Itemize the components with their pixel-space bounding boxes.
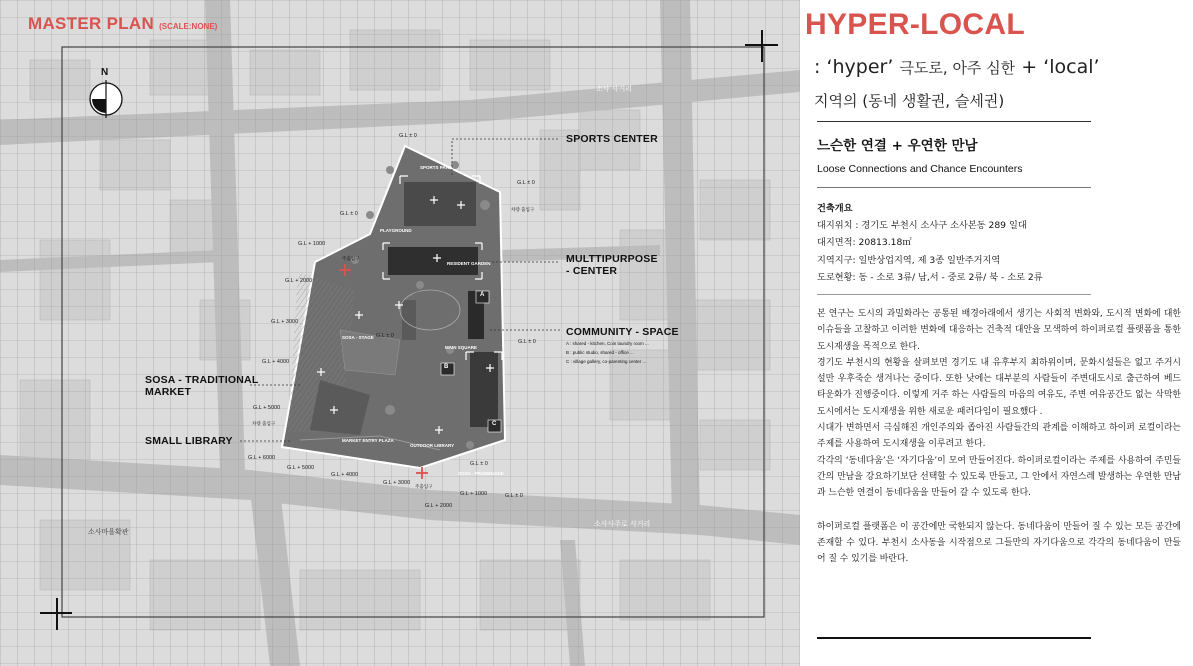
- definition-plus: +: [1021, 56, 1038, 78]
- zone-playground: PLAYGROUND: [380, 228, 412, 233]
- headline: HYPER-LOCAL: [805, 8, 1025, 41]
- definition-hyper-korean: 극도로, 아주 심한: [899, 59, 1016, 77]
- callout-community-space: COMMUNITY - SPACE: [566, 326, 679, 338]
- definition-local-korean: 지역의 (동네 생활권, 슬세권): [814, 92, 1005, 110]
- road-label-bottom-left: 소사마을확관: [88, 528, 129, 536]
- gl-label: G.L ± 0: [505, 493, 523, 499]
- body-paragraph-2: 경기도 부천시의 현황을 살펴보면 경기도 내 유후부지 최하위이며, 문화시설들은 없고 주거시설만 우후죽순 생겨나는 중이다. 또한 낮에는 대부분의 사람들이 주변대도시로 출근하여 베드타운화가 진행중이다. 이렇게 거주 하는 사람들의 마음의 여유도, 주변 여유공간도 없는 삭막한 도시에서는 도시재생을 위한 새로운 패러다임이 필요했다 .: [817, 357, 1181, 417]
- overview-heading: 건축개요: [817, 203, 853, 214]
- gl-label: G.L + 3000: [271, 319, 299, 325]
- overview-zoning: 지역지구: 일반상업지역, 제 3종 일반주거지역: [817, 254, 1001, 266]
- project-overview: [817, 200, 1043, 286]
- gl-label: G.L ± 0: [518, 339, 536, 345]
- concept-text-panel: [800, 0, 1193, 666]
- plan-scale: (SCALE:NONE): [159, 22, 218, 31]
- gl-label: G.L + 1000: [298, 241, 326, 247]
- zone-sosa-stage: SOSA - STAGE: [342, 335, 374, 340]
- callout-market-line2: MARKET: [145, 386, 192, 398]
- zone-outdoor-library: OUTDOOR LIBRARY: [410, 443, 455, 448]
- gl-label: G.L + 1000: [460, 491, 488, 497]
- definition-hyper: ‘hyper’: [826, 56, 894, 78]
- gl-label: G.L + 6000: [248, 455, 276, 461]
- callout-multipurpose-line2: - CENTER: [566, 265, 618, 277]
- body-paragraph-4: 각각의 ‘동네다움’은 ‘자기다움’이 모여 만들어진다. 하이퍼로컬이라는 주제를 사용하여 주민들간의 만남을 강요하기보단 선택할 수 있도록 만들고, 그 안에서 자연스레 발생하는 우연한 만남과 느슨한 연결이 동네다움을 만들어 갈 수 있도록 한다.: [817, 455, 1181, 499]
- callout-multipurpose-line1: MULTTIPURPOSE: [566, 253, 658, 265]
- callout-community-c: C : village gallery, co-parenting center ...: [566, 359, 647, 364]
- definition-colon: :: [814, 56, 821, 78]
- gl-label: G.L ± 0: [376, 333, 394, 339]
- subtitle-korean: 느슨한 연결 + 우연한 만남: [817, 138, 978, 154]
- entrance-main-left: 주출입구: [342, 257, 360, 262]
- gl-label: G.L + 5000: [287, 465, 315, 471]
- zone-main-square: MAIN SQUARE: [445, 345, 478, 350]
- body-paragraph-3: 시대가 변하면서 극심해진 개인주의와 좁아진 사람들간의 관계를 이해하고 하이퍼 로컬이라는 주제를 사용하여 도시재생을 이루려고 한다.: [817, 423, 1181, 450]
- overview-area: 대지면적: 20813.18㎡: [817, 237, 912, 249]
- road-label-top: 소사 사거리: [596, 85, 633, 93]
- entrance-main-bottom: 주출입구: [415, 485, 433, 490]
- gl-label: G.L + 3000: [383, 480, 411, 486]
- callout-community-a: A : shared - kitchen, Coin laundry room ...: [566, 341, 649, 346]
- body-paragraph-1: 본 연구는 도시의 과밀화라는 공통된 배경아래에서 생기는 사회적 변화와, 도시적 변화에 대한 이슈들을 고찰하고 이러한 변화에 대응하는 건축적 대안을 모색하여 하이퍼로컬 플랫폼을 통한 도시재생을 목적으로 한다.: [817, 309, 1181, 352]
- box-label-b: B: [444, 364, 449, 370]
- gl-label: G.L ± 0: [470, 461, 488, 467]
- paragraph-gap: [817, 502, 1181, 519]
- gl-label: G.L ± 0: [399, 133, 417, 139]
- north-label: N: [101, 67, 109, 78]
- box-label-c: C: [492, 421, 497, 427]
- divider-bottom: [817, 637, 1091, 639]
- callout-market-line1: SOSA - TRADITIONAL: [145, 374, 259, 386]
- gl-label: G.L + 4000: [262, 359, 290, 365]
- subtitle-english: Loose Connections and Chance Encounters: [817, 163, 1023, 175]
- definition-line-1: [814, 56, 1100, 78]
- body-paragraph-5: 하이퍼로컬 플랫폼은 이 공간에만 국한되지 않는다. 동네다움이 만들어 질 수 있는 모든 공간에 존재할 수 있다. 부천시 소사동을 시작점으로 그들만의 자기다움으로 각각의 동네다움이 만들어 질 수 있기를 바란다.: [817, 521, 1181, 565]
- zone-resident-garden: RESIDENT GARDEN: [447, 261, 491, 266]
- gl-label: G.L + 2000: [425, 503, 453, 509]
- overview-roads: 도로현황: 동 - 소로 3류/ 남,서 - 중로 2류/ 북 - 소로 2류: [817, 271, 1043, 283]
- entrance-vehicle-west: 차량 출입구: [252, 422, 276, 427]
- box-label-a: A: [480, 292, 485, 298]
- plan-title-text: MASTER PLAN: [28, 14, 155, 33]
- divider-top: [817, 121, 1091, 122]
- concept-body: [817, 306, 1181, 567]
- callout-small-library: SMALL LIBRARY: [145, 435, 233, 447]
- divider-mid: [817, 187, 1091, 188]
- callout-community-b: B : public studio, shared - office ...: [566, 350, 634, 355]
- gl-label: G.L ± 0: [517, 180, 535, 186]
- gl-label: G.L ± 0: [340, 211, 358, 217]
- zone-market-entry-plaza: MARKET ENTRY PLAZA: [342, 438, 394, 443]
- callout-sports-center: SPORTS CENTER: [566, 133, 658, 145]
- entrance-vehicle-north: 차량 출입구: [511, 208, 535, 213]
- overview-location: 대지위치 : 경기도 부천시 소사구 소사본동 289 일대: [817, 220, 1027, 232]
- zone-sosa-promenade: SOSA - PROMENADE: [458, 471, 504, 476]
- divider-body: [817, 294, 1091, 295]
- road-label-bottom-right: 소사사주로 사거리: [594, 520, 651, 528]
- definition-local: ‘local’: [1043, 56, 1100, 78]
- gl-label: G.L + 2000: [285, 278, 313, 284]
- gl-label: G.L + 5000: [253, 405, 281, 411]
- gl-label: G.L + 4000: [331, 472, 359, 478]
- zone-sports-park: SPORTS PARK: [420, 165, 453, 170]
- plan-title: [28, 14, 217, 34]
